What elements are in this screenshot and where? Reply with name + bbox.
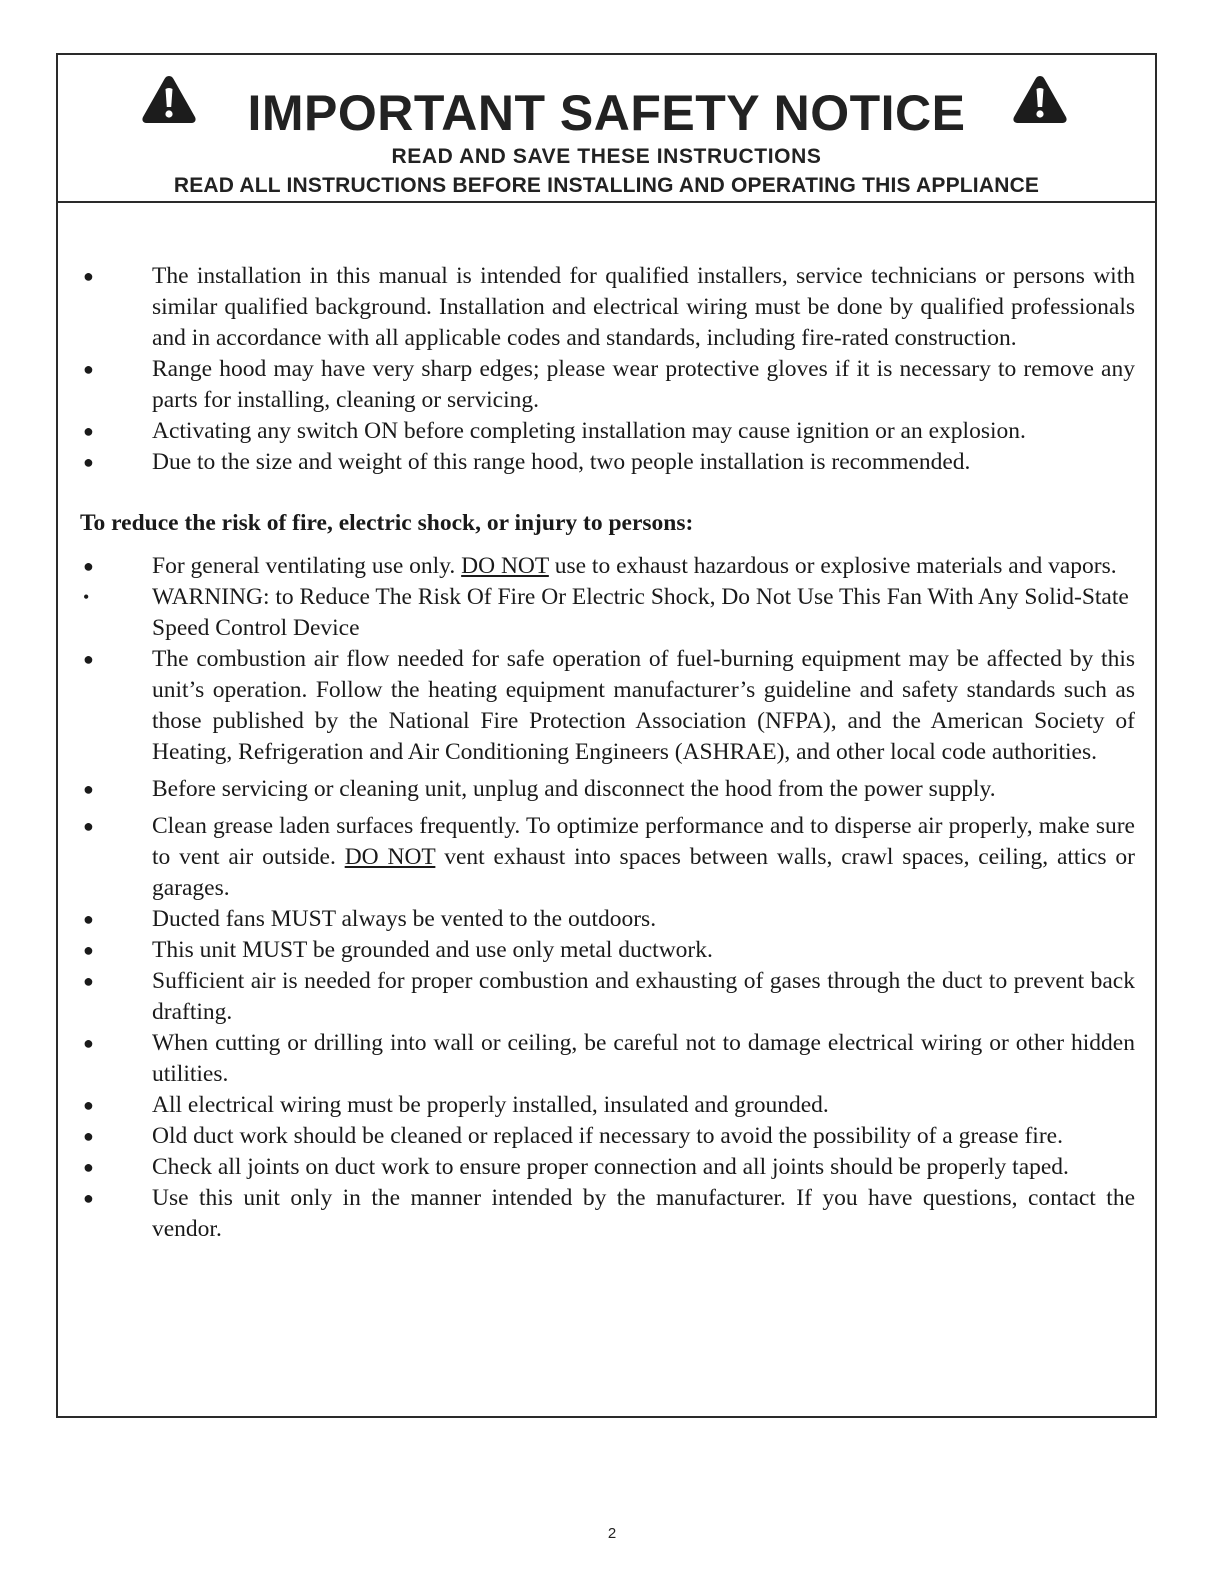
list-item-text: Old duct work should be cleaned or replaced if necessary to avoid the possibility of a grease fire.	[152, 1123, 1063, 1149]
bullet-icon: ●	[83, 779, 94, 799]
bullet-icon: ●	[83, 649, 94, 669]
list-item	[80, 1152, 1135, 1183]
list-item-text: Clean grease laden surfaces frequently. To optimize performance and to disperse air properly, make sure to vent air outside.	[152, 813, 1135, 870]
bullet-icon: ●	[83, 1095, 94, 1115]
list-item	[80, 904, 1135, 935]
list-item-text: All electrical wiring must be properly installed, insulated and grounded.	[152, 1092, 829, 1118]
list-item-text: Range hood may have very sharp edges; please wear protective gloves if it is necessary to remove any parts for installing, cleaning or servicing.	[152, 356, 1135, 413]
list-item-text: Sufficient air is needed for proper combustion and exhausting of gases through the duct to prevent back drafting.	[152, 968, 1135, 1025]
list-item	[80, 1183, 1135, 1245]
bullet-icon: ●	[83, 971, 94, 991]
safety-notice-box	[56, 53, 1157, 1418]
risk-bullet-list	[80, 551, 1135, 1245]
bullet-icon: ●	[83, 816, 94, 836]
intro-bullet-list	[80, 261, 1135, 478]
list-item-text: For general ventilating use only.	[152, 553, 462, 579]
list-item	[80, 1090, 1135, 1121]
bullet-icon: ●	[83, 359, 94, 379]
list-item-text: Before servicing or cleaning unit, unplug and disconnect the hood from the power supply.	[152, 776, 996, 802]
bullet-icon: ●	[83, 1188, 94, 1208]
title-row	[58, 75, 1155, 145]
list-item-text: WARNING: to Reduce The Risk Of Fire Or Electric Shock, Do Not Use This Fan With Any Solid-State Speed Control Device	[152, 584, 1129, 641]
bullet-icon: ●	[83, 909, 94, 929]
list-item-text: Ducted fans MUST always be vented to the outdoors.	[152, 906, 657, 932]
list-item-text: The installation in this manual is intended for qualified installers, service technicians or persons with similar qualified background. Installation and electrical wiring must be done by qualified professionals and in accordance with all applicable codes and standards, including fire-rated construction.	[152, 263, 1135, 351]
list-item	[80, 1028, 1135, 1090]
list-item-text: The combustion air flow needed for safe operation of fuel-burning equipment may be affected by this unit’s operation. Follow the heating equipment manufacturer’s guideline and safety standards such as those published by the National Fire Protection Association (NFPA), and the American Society of Heating, Refrigeration and Air Conditioning Engineers (ASHRAE), and other local code authorities.	[152, 646, 1135, 765]
subtitle-read-all: READ ALL INSTRUCTIONS BEFORE INSTALLING AND OPERATING THIS APPLIANCE	[173, 174, 1040, 197]
list-item	[80, 774, 1135, 805]
bullet-icon: ●	[83, 1126, 94, 1146]
do-not-emphasis: DO NOT	[461, 553, 549, 579]
list-item	[80, 935, 1135, 966]
list-item	[80, 966, 1135, 1028]
list-item	[80, 582, 1135, 644]
list-item	[80, 644, 1135, 768]
page-title: IMPORTANT SAFETY NOTICE	[247, 85, 966, 141]
section-heading: To reduce the risk of fire, electric shock, or injury to persons:	[80, 510, 694, 536]
bullet-icon: •	[83, 587, 90, 607]
list-item-text: This unit MUST be grounded and use only metal ductwork.	[152, 937, 713, 963]
list-item	[80, 261, 1135, 354]
subtitle-save-instructions: READ AND SAVE THESE INSTRUCTIONS	[391, 145, 822, 168]
list-item	[80, 1121, 1135, 1152]
bullet-icon: ●	[83, 452, 94, 472]
list-item-text: Use this unit only in the manner intended by the manufacturer. If you have questions, contact the vendor.	[152, 1185, 1135, 1242]
list-item	[80, 551, 1135, 582]
warning-triangle-icon	[1011, 73, 1069, 125]
page-number: 2	[607, 1525, 617, 1542]
notice-content	[80, 261, 1135, 1245]
list-item-text: Activating any switch ON before completing installation may cause ignition or an explosion.	[152, 418, 1026, 444]
bullet-icon: ●	[83, 421, 94, 441]
list-item-text: When cutting or drilling into wall or ceiling, be careful not to damage electrical wiring or other hidden utilities.	[152, 1030, 1135, 1087]
do-not-emphasis: DO NOT	[344, 844, 436, 870]
bullet-icon: ●	[83, 1033, 94, 1053]
list-item-text: vent exhaust into spaces between walls, crawl spaces, ceiling, attics or garages.	[152, 844, 1135, 901]
list-item-text: use to exhaust hazardous or explosive materials and vapors.	[548, 553, 1117, 579]
list-item	[80, 811, 1135, 904]
bullet-icon: ●	[83, 940, 94, 960]
notice-header	[58, 55, 1155, 203]
bullet-icon: ●	[83, 266, 94, 286]
list-item	[80, 447, 1135, 478]
bullet-icon: ●	[83, 556, 94, 576]
bullet-icon: ●	[83, 1157, 94, 1177]
list-item	[80, 354, 1135, 416]
list-item-text: Check all joints on duct work to ensure proper connection and all joints should be properly taped.	[152, 1154, 1069, 1180]
list-item-text: Due to the size and weight of this range hood, two people installation is recommended.	[152, 449, 971, 475]
list-item	[80, 416, 1135, 447]
